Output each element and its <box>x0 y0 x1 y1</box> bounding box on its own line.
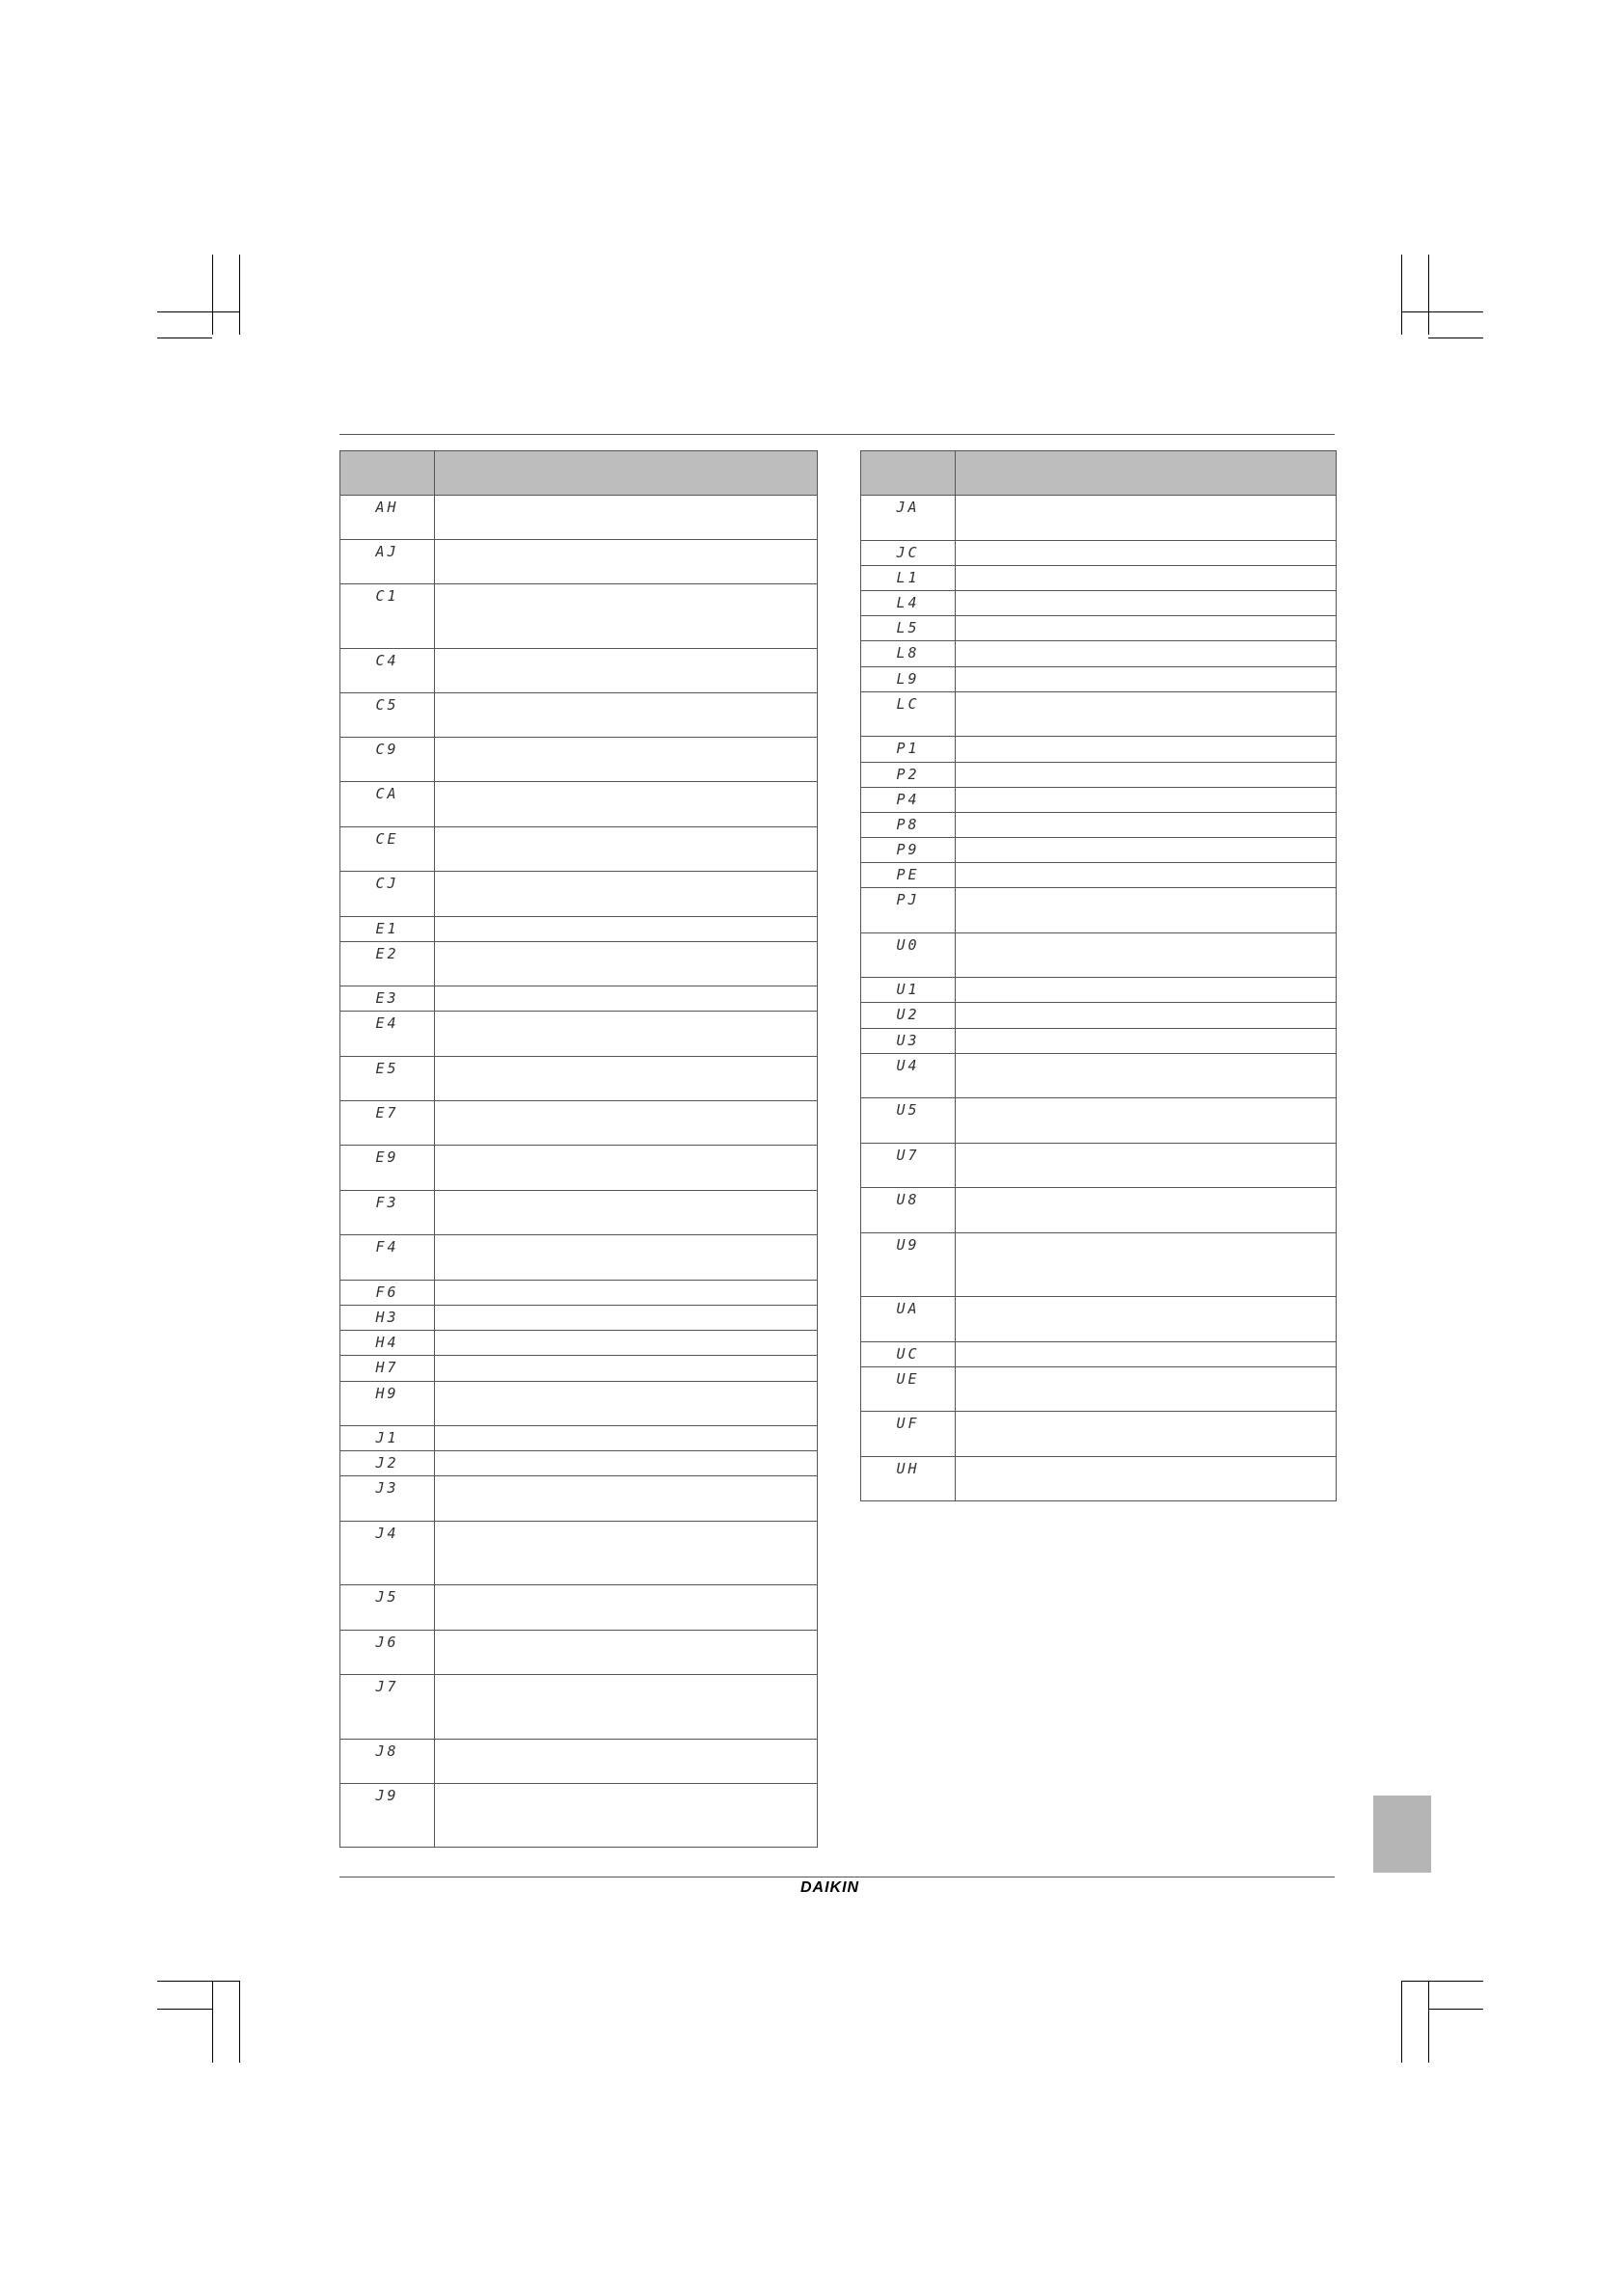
description-cell <box>956 692 1337 737</box>
table-row <box>861 813 1337 838</box>
description-cell <box>956 667 1337 692</box>
error-code-cell: C4 <box>340 649 435 693</box>
description-cell <box>435 1585 818 1631</box>
error-code-cell: E4 <box>340 1012 435 1057</box>
description-cell <box>956 1144 1337 1188</box>
description-cell <box>435 1522 818 1585</box>
table-row <box>340 693 818 738</box>
table-row <box>340 1331 818 1356</box>
header-rule <box>339 434 1335 435</box>
description-cell <box>956 616 1337 641</box>
error-code-cell: E1 <box>340 917 435 942</box>
error-code-cell: J7 <box>340 1675 435 1740</box>
crop-mark <box>1401 1981 1402 2063</box>
error-code-cell: C9 <box>340 738 435 782</box>
table-row <box>340 1057 818 1101</box>
error-code-cell: U0 <box>861 933 956 978</box>
table-row <box>340 1101 818 1146</box>
error-code-cell: U1 <box>861 978 956 1003</box>
description-cell <box>435 1675 818 1740</box>
description-cell <box>435 1331 818 1356</box>
table-row <box>340 942 818 986</box>
error-code-cell: PE <box>861 863 956 888</box>
description-cell <box>435 738 818 782</box>
error-code-cell: U4 <box>861 1054 956 1098</box>
table-row <box>861 1054 1337 1098</box>
table-row <box>861 1003 1337 1029</box>
description-cell <box>956 1054 1337 1098</box>
error-code-cell: UC <box>861 1342 956 1367</box>
table-row <box>340 584 818 649</box>
table-row <box>861 888 1337 933</box>
description-cell <box>956 1412 1337 1457</box>
error-code-cell: C1 <box>340 584 435 649</box>
table-row <box>340 1146 818 1191</box>
error-code-cell: J2 <box>340 1451 435 1476</box>
crop-mark <box>1428 1981 1429 2063</box>
error-code-cell: U9 <box>861 1233 956 1297</box>
error-code-cell: P4 <box>861 788 956 813</box>
table-row <box>861 1412 1337 1457</box>
crop-mark <box>1428 255 1429 335</box>
error-code-cell: J3 <box>340 1476 435 1522</box>
error-code-cell: UH <box>861 1457 956 1501</box>
description-cell <box>956 1233 1337 1297</box>
table-row <box>861 863 1337 888</box>
crop-mark <box>1401 311 1483 312</box>
description-cell <box>435 649 818 693</box>
crop-mark <box>1401 1981 1483 1982</box>
description-cell <box>435 1476 818 1522</box>
description-cell <box>435 1631 818 1675</box>
error-code-cell: L8 <box>861 641 956 667</box>
table-row <box>861 1367 1337 1412</box>
description-cell <box>435 1382 818 1426</box>
error-code-cell: C5 <box>340 693 435 738</box>
header-cell-description <box>956 451 1337 496</box>
error-code-cell: E3 <box>340 986 435 1012</box>
table-row <box>340 1012 818 1057</box>
table-row <box>861 1098 1337 1144</box>
table-body <box>861 496 1337 1501</box>
error-code-cell: JA <box>861 496 956 541</box>
crop-mark <box>212 1981 213 2063</box>
table-row <box>340 1631 818 1675</box>
error-code-cell: JC <box>861 541 956 566</box>
table-row <box>861 1029 1337 1054</box>
error-code-cell: L4 <box>861 591 956 616</box>
description-cell <box>435 942 818 986</box>
table-row <box>861 541 1337 566</box>
error-code-cell: E9 <box>340 1146 435 1191</box>
table-row <box>861 1188 1337 1233</box>
table-row <box>861 1457 1337 1501</box>
description-cell <box>435 1235 818 1281</box>
description-cell <box>956 1188 1337 1233</box>
error-code-cell: CE <box>340 827 435 872</box>
table-row <box>861 641 1337 667</box>
table-row <box>861 1144 1337 1188</box>
description-cell <box>435 540 818 584</box>
description-cell <box>956 933 1337 978</box>
error-code-cell: H3 <box>340 1306 435 1331</box>
table-row <box>861 1297 1337 1342</box>
error-code-cell: U7 <box>861 1144 956 1188</box>
error-code-cell: CJ <box>340 872 435 917</box>
table-row <box>340 738 818 782</box>
description-cell <box>435 1784 818 1848</box>
table-row <box>861 838 1337 863</box>
description-cell <box>956 888 1337 933</box>
table-row <box>861 788 1337 813</box>
table-row <box>340 1191 818 1235</box>
error-code-cell: J5 <box>340 1585 435 1631</box>
table-row <box>340 496 818 540</box>
error-code-cell: H4 <box>340 1331 435 1356</box>
crop-mark <box>239 1981 240 2063</box>
error-code-cell: P1 <box>861 737 956 763</box>
error-code-cell: H7 <box>340 1356 435 1382</box>
error-code-cell: J1 <box>340 1426 435 1451</box>
table-row <box>861 737 1337 763</box>
table-row <box>340 1451 818 1476</box>
table-row <box>340 1784 818 1848</box>
description-cell <box>956 566 1337 591</box>
description-cell <box>956 813 1337 838</box>
table-row <box>340 1281 818 1306</box>
description-cell <box>435 1281 818 1306</box>
error-code-cell: J8 <box>340 1740 435 1784</box>
description-cell <box>435 1451 818 1476</box>
table-row <box>340 1476 818 1522</box>
table-row <box>340 1235 818 1281</box>
error-code-cell: J9 <box>340 1784 435 1848</box>
table-row <box>340 1585 818 1631</box>
error-code-cell: F3 <box>340 1191 435 1235</box>
error-code-cell: LC <box>861 692 956 737</box>
table-row <box>340 1306 818 1331</box>
error-code-cell: L9 <box>861 667 956 692</box>
description-cell <box>956 496 1337 541</box>
header-cell-code <box>861 451 956 496</box>
table-row <box>340 986 818 1012</box>
error-code-cell: L5 <box>861 616 956 641</box>
description-cell <box>435 872 818 917</box>
table-row <box>861 1342 1337 1367</box>
crop-mark <box>1401 255 1402 335</box>
description-cell <box>956 978 1337 1003</box>
error-code-cell: AH <box>340 496 435 540</box>
table-row <box>861 933 1337 978</box>
error-code-cell: U2 <box>861 1003 956 1029</box>
description-cell <box>435 1740 818 1784</box>
description-cell <box>435 693 818 738</box>
table-row <box>861 496 1337 541</box>
description-cell <box>956 1098 1337 1144</box>
table-row <box>340 1675 818 1740</box>
description-cell <box>956 1457 1337 1501</box>
error-code-cell: H9 <box>340 1382 435 1426</box>
table-row <box>861 763 1337 788</box>
error-code-table-left <box>339 450 818 1848</box>
description-cell <box>956 1367 1337 1412</box>
description-cell <box>956 788 1337 813</box>
table-row <box>340 1522 818 1585</box>
error-code-cell: J4 <box>340 1522 435 1585</box>
description-cell <box>435 1146 818 1191</box>
error-code-cell: P8 <box>861 813 956 838</box>
error-code-cell: UF <box>861 1412 956 1457</box>
description-cell <box>435 1356 818 1382</box>
error-code-cell: F6 <box>340 1281 435 1306</box>
table-body <box>340 496 818 1848</box>
description-cell <box>956 1029 1337 1054</box>
crop-mark <box>212 255 213 335</box>
table-row <box>861 591 1337 616</box>
description-cell <box>956 838 1337 863</box>
table-row <box>340 1356 818 1382</box>
header-cell-code <box>340 451 435 496</box>
crop-mark <box>157 1981 239 1982</box>
table-row <box>340 1740 818 1784</box>
error-code-cell: P2 <box>861 763 956 788</box>
table-row <box>340 782 818 827</box>
table-row <box>340 872 818 917</box>
table-row <box>340 540 818 584</box>
description-cell <box>956 763 1337 788</box>
error-code-cell: U8 <box>861 1188 956 1233</box>
table-row <box>340 827 818 872</box>
crop-mark <box>157 311 239 312</box>
description-cell <box>435 827 818 872</box>
table-row <box>340 917 818 942</box>
table-row <box>861 692 1337 737</box>
description-cell <box>435 584 818 649</box>
brand-logo: DAIKIN <box>800 1879 860 1896</box>
description-cell <box>435 917 818 942</box>
error-code-cell: F4 <box>340 1235 435 1281</box>
description-cell <box>435 1057 818 1101</box>
description-cell <box>956 863 1337 888</box>
error-code-cell: E5 <box>340 1057 435 1101</box>
description-cell <box>956 1342 1337 1367</box>
description-cell <box>956 1297 1337 1342</box>
description-cell <box>435 1191 818 1235</box>
description-cell <box>435 1101 818 1146</box>
error-code-cell: L1 <box>861 566 956 591</box>
table-row <box>861 1233 1337 1297</box>
error-code-cell: P9 <box>861 838 956 863</box>
description-cell <box>435 496 818 540</box>
table-row <box>861 978 1337 1003</box>
description-cell <box>435 1426 818 1451</box>
table-row <box>861 667 1337 692</box>
description-cell <box>435 1012 818 1057</box>
section-tab-marker <box>1373 1796 1431 1873</box>
error-code-cell: E2 <box>340 942 435 986</box>
table-header-row <box>861 451 1337 496</box>
crop-mark <box>1428 2009 1483 2010</box>
table-row <box>340 649 818 693</box>
error-code-cell: U3 <box>861 1029 956 1054</box>
error-code-cell: U5 <box>861 1098 956 1144</box>
error-code-cell: UA <box>861 1297 956 1342</box>
description-cell <box>435 1306 818 1331</box>
error-code-cell: PJ <box>861 888 956 933</box>
description-cell <box>956 591 1337 616</box>
table-row <box>861 566 1337 591</box>
description-cell <box>435 782 818 827</box>
table-row <box>861 616 1337 641</box>
table-header-row <box>340 451 818 496</box>
error-code-cell: E7 <box>340 1101 435 1146</box>
description-cell <box>956 1003 1337 1029</box>
table-row <box>340 1426 818 1451</box>
error-code-cell: CA <box>340 782 435 827</box>
header-cell-description <box>435 451 818 496</box>
description-cell <box>435 986 818 1012</box>
description-cell <box>956 641 1337 667</box>
description-cell <box>956 737 1337 763</box>
error-code-table-right <box>860 450 1337 1501</box>
crop-mark <box>239 255 240 335</box>
error-code-cell: J6 <box>340 1631 435 1675</box>
crop-mark <box>157 2009 212 2010</box>
error-code-cell: AJ <box>340 540 435 584</box>
error-code-cell: UE <box>861 1367 956 1412</box>
description-cell <box>956 541 1337 566</box>
table-row <box>340 1382 818 1426</box>
